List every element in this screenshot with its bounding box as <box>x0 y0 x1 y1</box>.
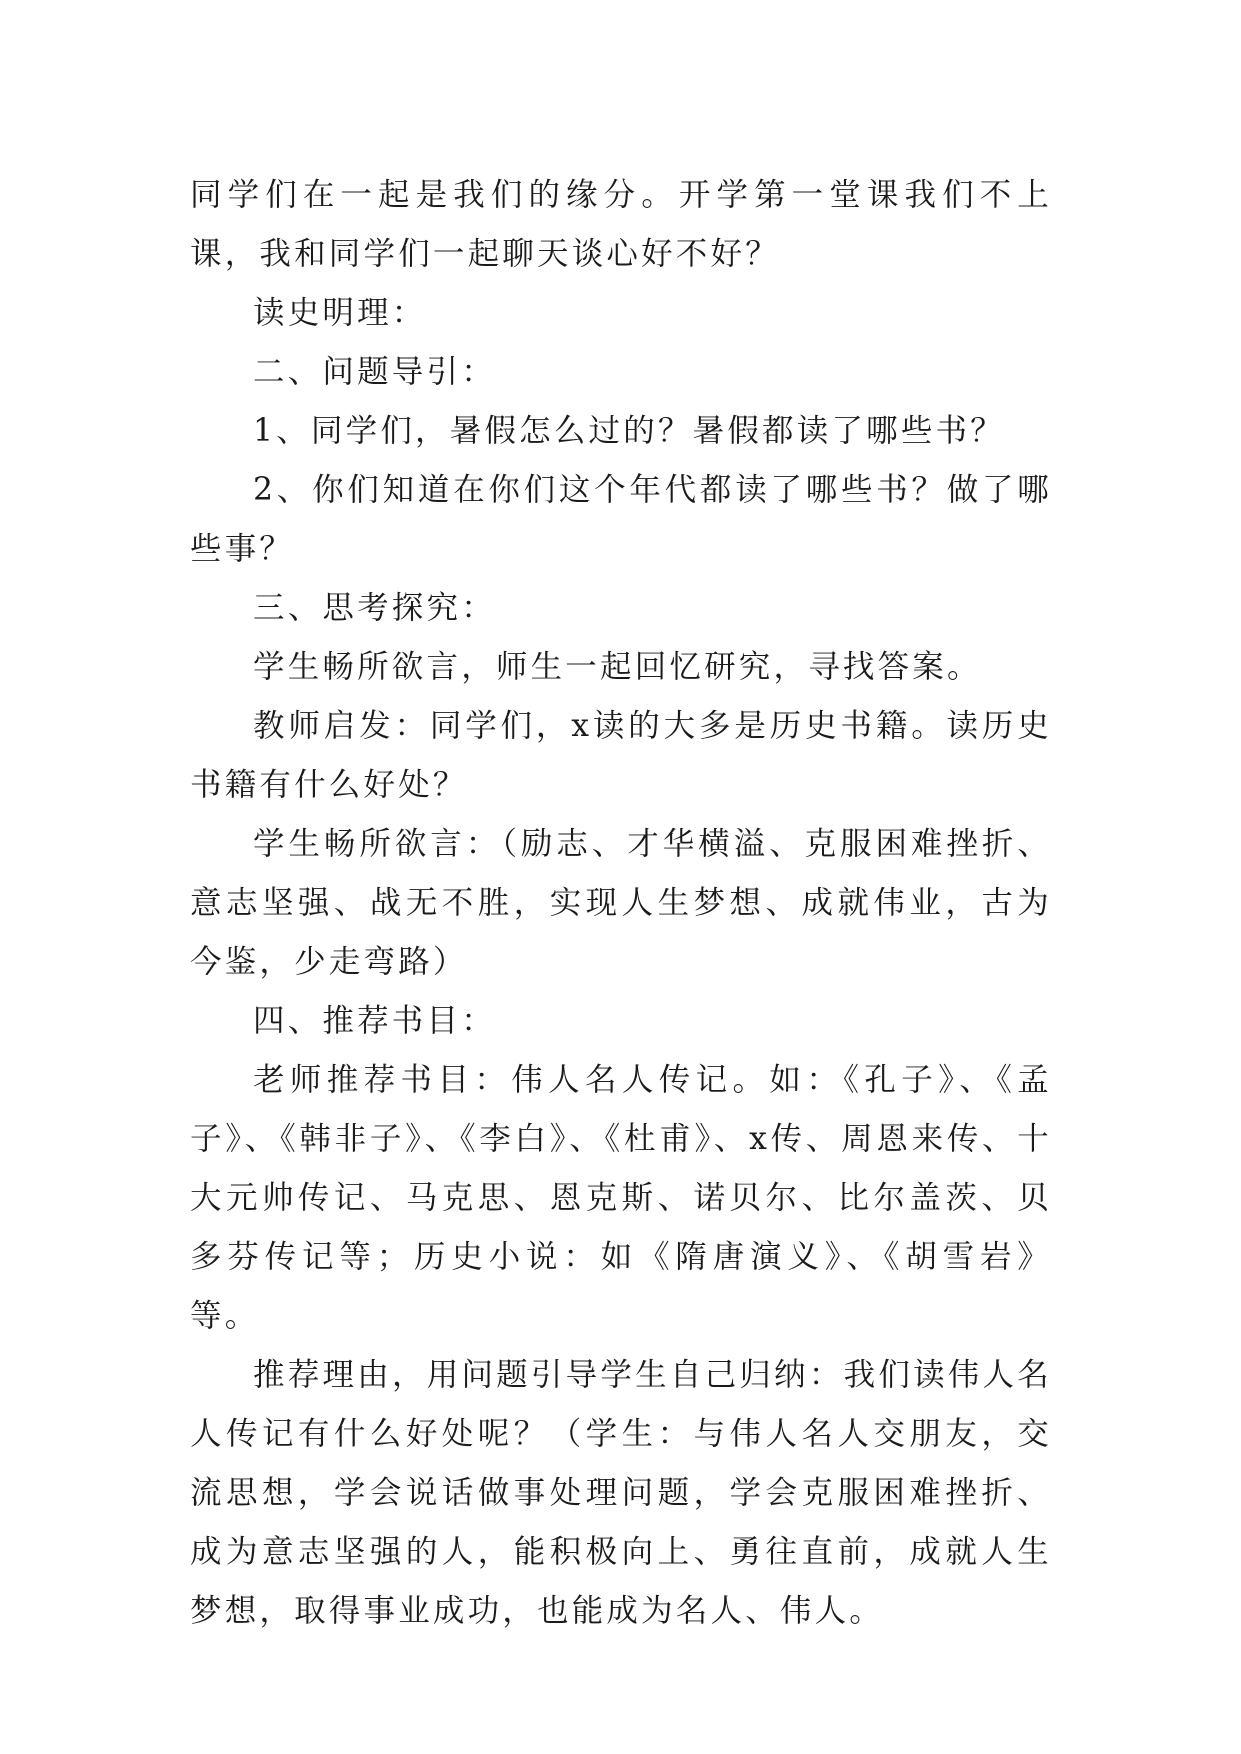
paragraph-heading-question-guide: 二、问题导引： <box>253 354 496 390</box>
paragraph-students-discuss: 学生畅所欲言，师生一起回忆研究，寻找答案。 <box>253 649 982 685</box>
paragraph-book-list: 老师推荐书目：伟人名人传记。如：《孔子》、《孟子》、《韩非子》、《李白》、《杜甫》、x传、周恩来传、十大元帅传记、马克思、恩克斯、诺贝尔、比尔盖茨、贝多芬传记等；历史小说：如《隋唐演义》、《胡雪岩》等。 <box>190 1062 1052 1334</box>
paragraph-heading-recommended-books: 四、推荐书目： <box>253 1003 496 1039</box>
paragraph-question-2: 2、你们知道在你们这个年代都读了哪些书？做了哪些事？ <box>190 472 1052 567</box>
paragraph-heading-read-history: 读史明理： <box>253 295 427 331</box>
paragraph-question-1: 1、同学们，暑假怎么过的？暑假都读了哪些书？ <box>253 413 1005 449</box>
paragraph-heading-think-explore: 三、思考探究： <box>253 590 496 626</box>
paragraph-intro: 同学们在一起是我们的缘分。开学第一堂课我们不上课，我和同学们一起聊天谈心好不好？ <box>190 177 1052 272</box>
paragraph-teacher-inspire: 教师启发：同学们，x读的大多是历史书籍。读历史书籍有什么好处？ <box>190 708 1052 803</box>
document-body <box>190 166 1052 1641</box>
paragraph-recommend-reason: 推荐理由，用问题引导学生自己归纳：我们读伟人名人传记有什么好处呢？（学生：与伟人名人交朋友，交流思想，学会说话做事处理问题，学会克服困难挫折、成为意志坚强的人，能积极向上、勇往直前，成就人生梦想，取得事业成功，也能成为名人、伟人。 <box>190 1357 1052 1629</box>
paragraph-students-answers: 学生畅所欲言：（励志、才华横溢、克服困难挫折、意志坚强、战无不胜，实现人生梦想、成就伟业，古为今鉴，少走弯路） <box>190 826 1052 980</box>
